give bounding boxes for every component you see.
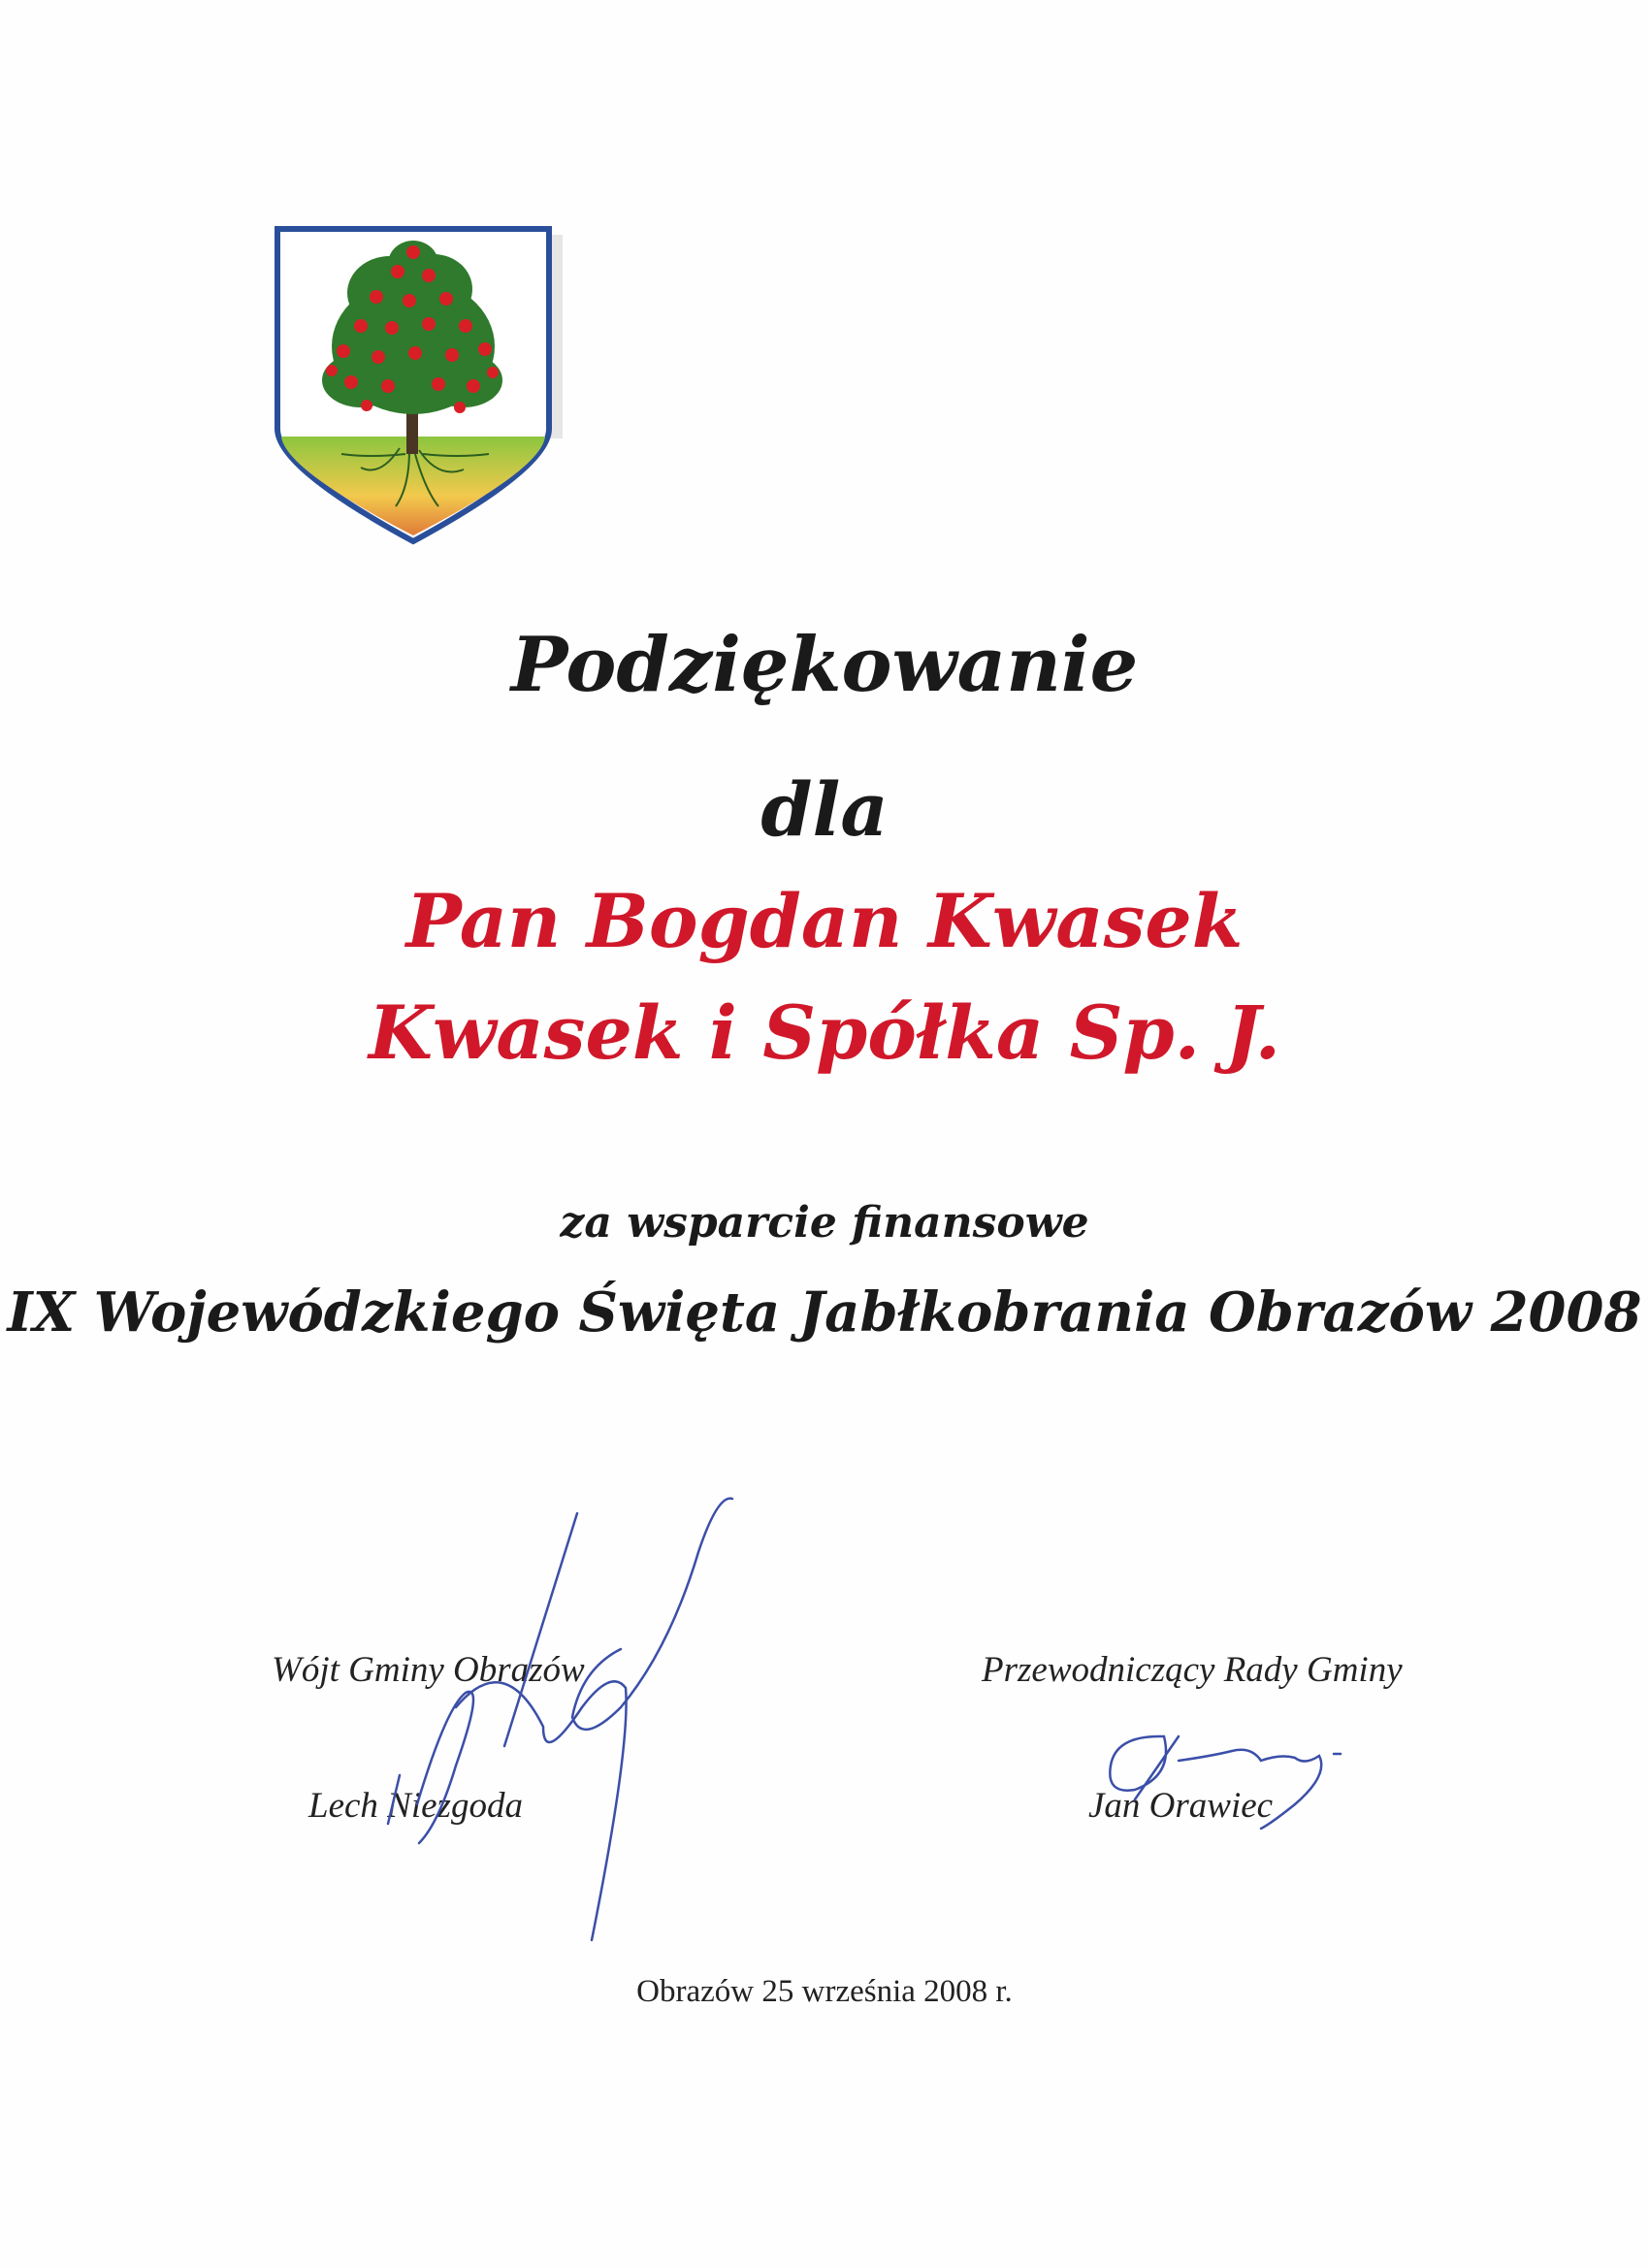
- recipient-name: Pan Bogdan Kwasek: [405, 878, 1244, 964]
- support-reason: za wsparcie finansowe: [560, 1198, 1089, 1247]
- event-name: IX Wojewódzkiego Święta Jabłkobrania Obrazów 2008: [7, 1280, 1642, 1345]
- right-signatory-name: Jan Orawiec: [1088, 1786, 1274, 1826]
- left-signatory-name: Lech Niezgoda: [308, 1786, 523, 1826]
- recipient-company: Kwasek i Spółka Sp. J.: [368, 989, 1281, 1076]
- date-line: Obrazów 25 września 2008 r.: [636, 1974, 1013, 2009]
- for-word: dla: [760, 766, 889, 853]
- right-signatory-role: Przewodniczący Rady Gminy: [982, 1650, 1403, 1690]
- left-signatory-role: Wójt Gminy Obrazów: [272, 1650, 585, 1690]
- apple-tree-coat-of-arms-icon: [274, 225, 565, 545]
- certificate-title: Podziękowanie: [510, 621, 1139, 709]
